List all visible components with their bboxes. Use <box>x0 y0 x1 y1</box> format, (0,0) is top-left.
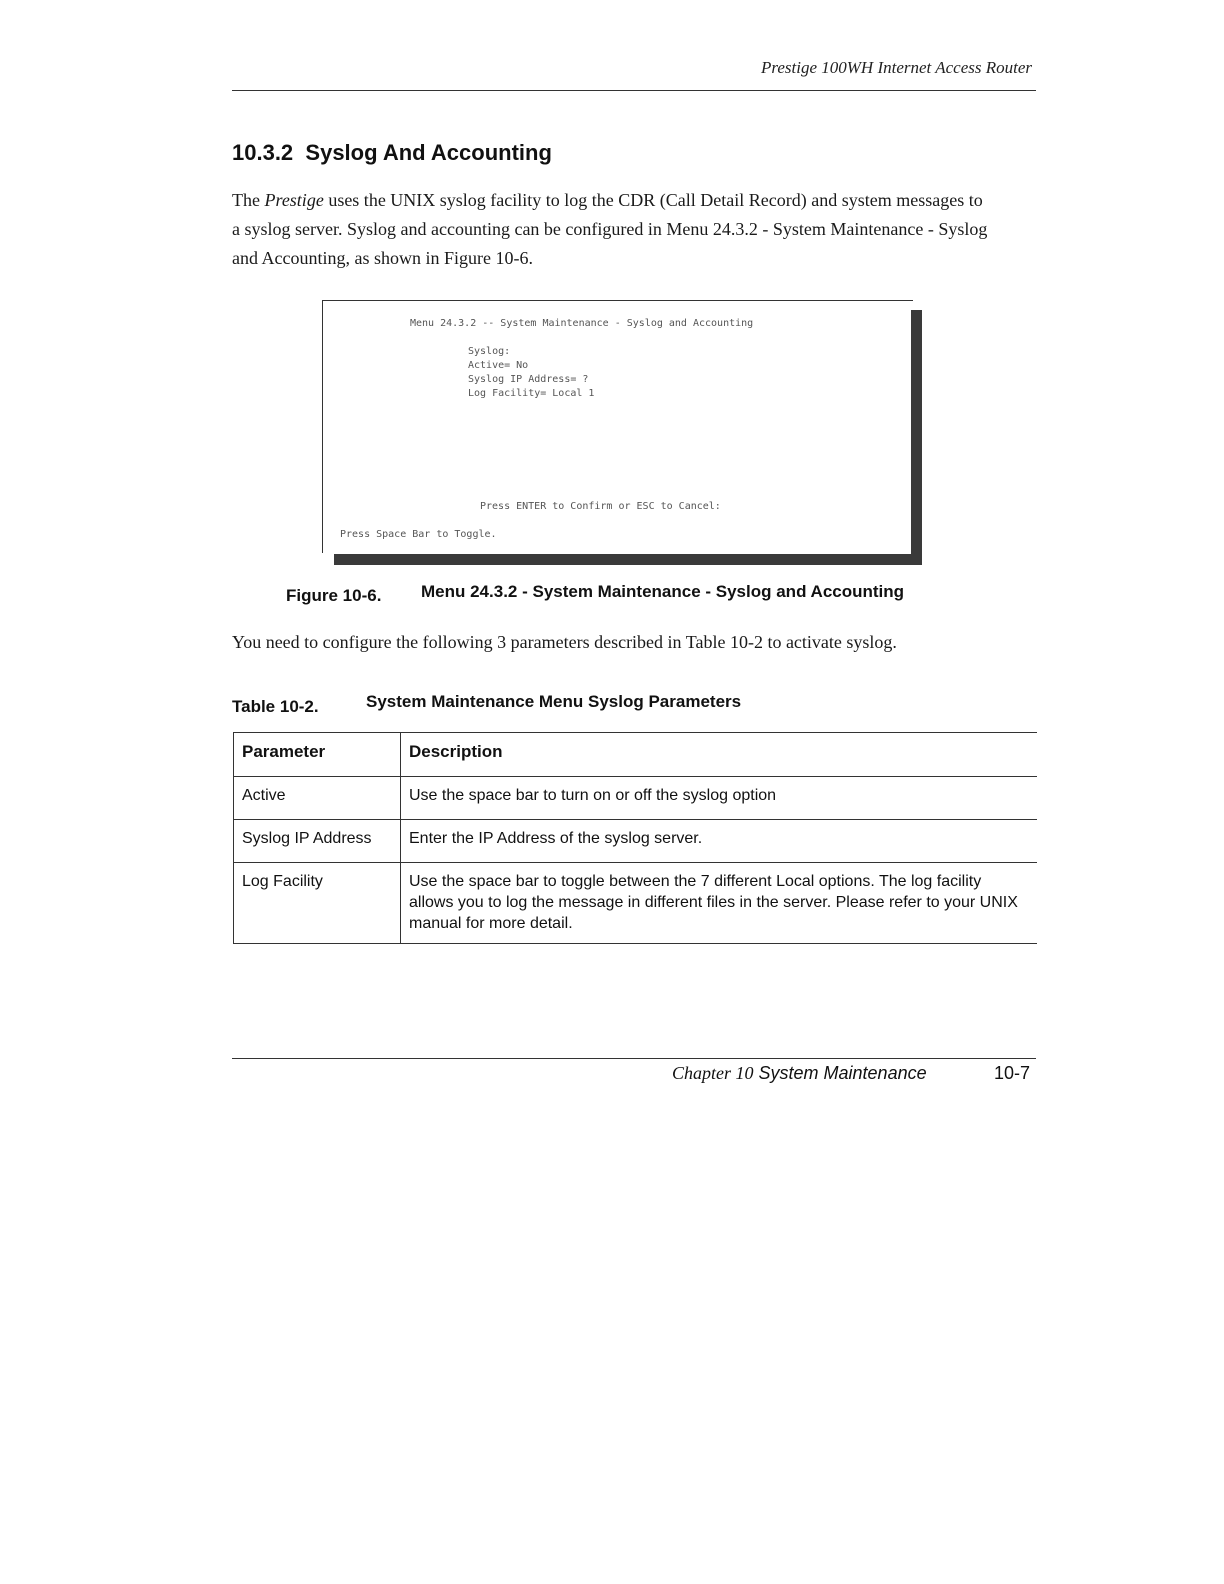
header-rule <box>232 90 1036 91</box>
figure-shadow-right <box>911 310 922 565</box>
menu-title: Menu 24.3.2 -- System Maintenance - Syslog and Accounting <box>410 318 754 329</box>
table-row <box>234 777 1038 820</box>
intro-paragraph <box>232 186 992 273</box>
table-intro-paragraph: You need to configure the following 3 parameters described in Table 10-2 to activate syslog. <box>232 632 897 652</box>
parameter-cell: Active <box>234 777 401 820</box>
table-caption-label: Table 10-2. <box>232 697 319 716</box>
table-row <box>234 820 1038 863</box>
confirm-prompt: Press ENTER to Confirm or ESC to Cancel: <box>480 501 721 512</box>
chapter-prefix: Chapter 10 <box>672 1063 754 1083</box>
chapter-title: System Maintenance <box>753 1063 927 1083</box>
table-row <box>234 863 1038 944</box>
table-header-row <box>234 733 1038 777</box>
syslog-ip-field: Syslog IP Address= ? <box>468 374 589 385</box>
para-prefix: The <box>232 190 265 210</box>
section-heading <box>232 140 552 166</box>
log-facility-field: Log Facility= Local 1 <box>468 388 595 399</box>
syslog-parameters-table <box>233 732 1037 944</box>
description-cell: Enter the IP Address of the syslog server. <box>401 820 1038 863</box>
header-parameter: Parameter <box>234 733 401 777</box>
parameter-cell: Log Facility <box>234 863 401 944</box>
description-cell: Use the space bar to toggle between the 7 different Local options. The log facility allows you to log the message in different files in the server. Please refer to your UNIX manual for more detail. <box>401 863 1038 944</box>
active-field: Active= No <box>468 360 529 371</box>
running-header: Prestige 100WH Internet Access Router <box>761 58 1032 77</box>
section-title: Syslog And Accounting <box>305 140 552 165</box>
figure-caption-label: Figure 10-6. <box>286 586 382 605</box>
product-name: Prestige <box>264 190 324 210</box>
header-description: Description <box>401 733 1038 777</box>
description-cell: Use the space bar to turn on or off the syslog option <box>401 777 1038 820</box>
table-caption-title: System Maintenance Menu Syslog Parameters <box>366 692 742 711</box>
figure-shadow-bottom <box>334 554 922 565</box>
figure-caption-text: Menu 24.3.2 - System Maintenance - Syslog and Accounting <box>421 582 905 601</box>
parameter-cell: Syslog IP Address <box>234 820 401 863</box>
menu-screen-figure <box>322 300 913 553</box>
section-number: 10.3.2 <box>232 140 294 165</box>
para-rest: uses the UNIX syslog facility to log the CDR (Call Detail Record) and system messages to a syslog server. Syslog and accounting can be configured in Menu 24.3.2 - System Maintenance - Syslog and Accounting, as shown in Figure 10-6. <box>232 190 988 268</box>
footer-chapter <box>672 1063 927 1084</box>
page-number: 10-7 <box>994 1063 1031 1083</box>
syslog-label: Syslog: <box>468 346 511 357</box>
footer-rule <box>232 1058 1036 1059</box>
toggle-hint: Press Space Bar to Toggle. <box>340 529 497 540</box>
